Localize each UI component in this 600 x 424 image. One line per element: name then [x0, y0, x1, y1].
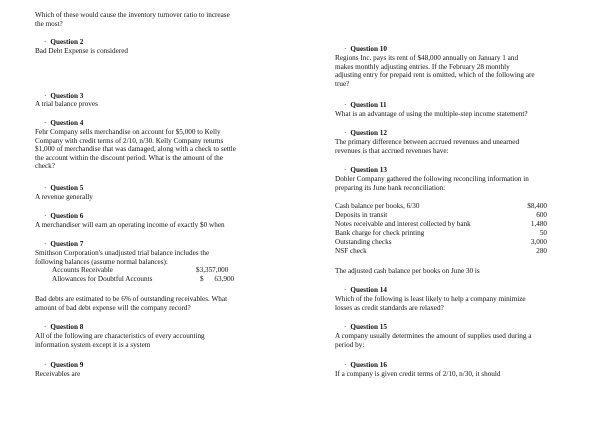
bullet-icon: ·	[344, 323, 347, 331]
bullet-icon: ·	[344, 166, 347, 174]
question-16-text: If a company is given credit terms of 2/10, n/30, it should	[335, 370, 501, 378]
bullet-icon: ·	[344, 129, 347, 137]
question-6-text: A merchandiser will earn an operating income of exactly $0 when	[35, 221, 225, 229]
question-5-heading: · Question 5	[44, 184, 84, 192]
question-3-text: A trial balance proves	[35, 100, 98, 108]
question-11-heading: · Question 11	[344, 101, 387, 109]
question-14-heading: · Question 14	[344, 286, 387, 294]
intro-question-text: Which of these would cause the inventory turnover ratio to increase the most?	[35, 11, 230, 28]
question-8-text: All of the following are characteristics of every accounting information system except it is a system	[35, 332, 205, 349]
reconciliation-label: Cash balance per books, 6/30	[335, 202, 420, 210]
question-3-heading: · Question 3	[44, 92, 84, 100]
bullet-icon: ·	[44, 212, 47, 220]
question-15-heading: · Question 15	[344, 323, 387, 331]
question-15-text: A company usually determines the amount of supplies used during a period by:	[335, 332, 532, 349]
question-10-heading: · Question 10	[344, 45, 387, 53]
q7-row-label: Accounts Receivable	[52, 266, 113, 274]
reconciliation-value: 280	[536, 247, 547, 255]
question-4-text: Fehr Company sells merchandise on account for $5,000 to Kelly Company with credit terms of 2/10, n/30. Kelly Company returns $1,000 of merchandise that was damaged, along with a check to settle the account within the discount period. What is the amount of the check?	[35, 128, 236, 171]
question-13-heading: · Question 13	[344, 166, 387, 174]
bullet-icon: ·	[44, 38, 47, 46]
q7-row-value: $3,357,000	[196, 266, 229, 274]
reconciliation-label: NSF check	[335, 247, 367, 255]
question-2-heading: · Question 2	[44, 38, 84, 46]
bullet-icon: ·	[44, 92, 47, 100]
question-6-heading: · Question 6	[44, 212, 84, 220]
question-4-heading: · Question 4	[44, 119, 84, 127]
bullet-icon: ·	[44, 184, 47, 192]
bullet-icon: ·	[344, 101, 347, 109]
reconciliation-label: Deposits in transit	[335, 211, 388, 219]
q7-row-label: Allowances for Doubtful Accounts	[52, 275, 153, 283]
question-7-followup: Bad debts are estimated to be 6% of outstanding receivables. What amount of bad debt expense will the company record?	[35, 295, 228, 312]
question-12-heading: · Question 12	[344, 129, 387, 137]
bullet-icon: ·	[344, 45, 347, 53]
reconciliation-value: 1,480	[530, 220, 547, 228]
question-13-text: Dobler Company gathered the following reconciling information in preparing its June bank reconciliation:	[335, 175, 529, 192]
reconciliation-label: Outstanding checks	[335, 238, 392, 246]
reconciliation-label: Notes receivable and interest collected by bank	[335, 220, 471, 228]
question-7-text: Smithson Corporation's unadjusted trial balance includes the following balances (assume normal balances):	[35, 249, 210, 266]
q7-row-value: $ 63,900	[200, 275, 235, 283]
reconciliation-value: 50	[539, 229, 547, 237]
question-2-text: Bad Debt Expense is considered	[35, 47, 129, 55]
bullet-icon: ·	[44, 119, 47, 127]
question-9-text: Receivables are	[35, 370, 81, 378]
question-7-heading: · Question 7	[44, 240, 84, 248]
reconciliation-value: 600	[536, 211, 547, 219]
question-13-followup: The adjusted cash balance per books on June 30 is	[335, 267, 480, 275]
question-12-text: The primary difference between accrued revenues and unearned revenues is that accrued revenues have:	[335, 138, 520, 155]
question-8-heading: · Question 8	[44, 323, 84, 331]
question-16-heading: · Question 16	[344, 361, 387, 369]
question-9-heading: · Question 9	[44, 361, 84, 369]
question-11-text: What is an advantage of using the multiple-step income statement?	[335, 110, 528, 118]
bullet-icon: ·	[344, 361, 347, 369]
question-5-text: A revenue generally	[35, 193, 93, 201]
question-10-text: Regions Inc. pays its rent of $48,000 annually on January 1 and makes monthly adjusting entries. If the February 28 monthly adjusting entry for prepaid rent is omitted, which of the following are true?	[335, 54, 535, 88]
bullet-icon: ·	[344, 286, 347, 294]
bullet-icon: ·	[44, 361, 47, 369]
reconciliation-label: Bank charge for check printing	[335, 229, 425, 237]
reconciliation-value: 3,000	[530, 238, 547, 246]
question-14-text: Which of the following is least likely to help a company minimize losses as credit standards are relaxed?	[335, 295, 526, 312]
reconciliation-value: $8,400	[527, 202, 547, 210]
bullet-icon: ·	[44, 240, 47, 248]
bullet-icon: ·	[44, 323, 47, 331]
